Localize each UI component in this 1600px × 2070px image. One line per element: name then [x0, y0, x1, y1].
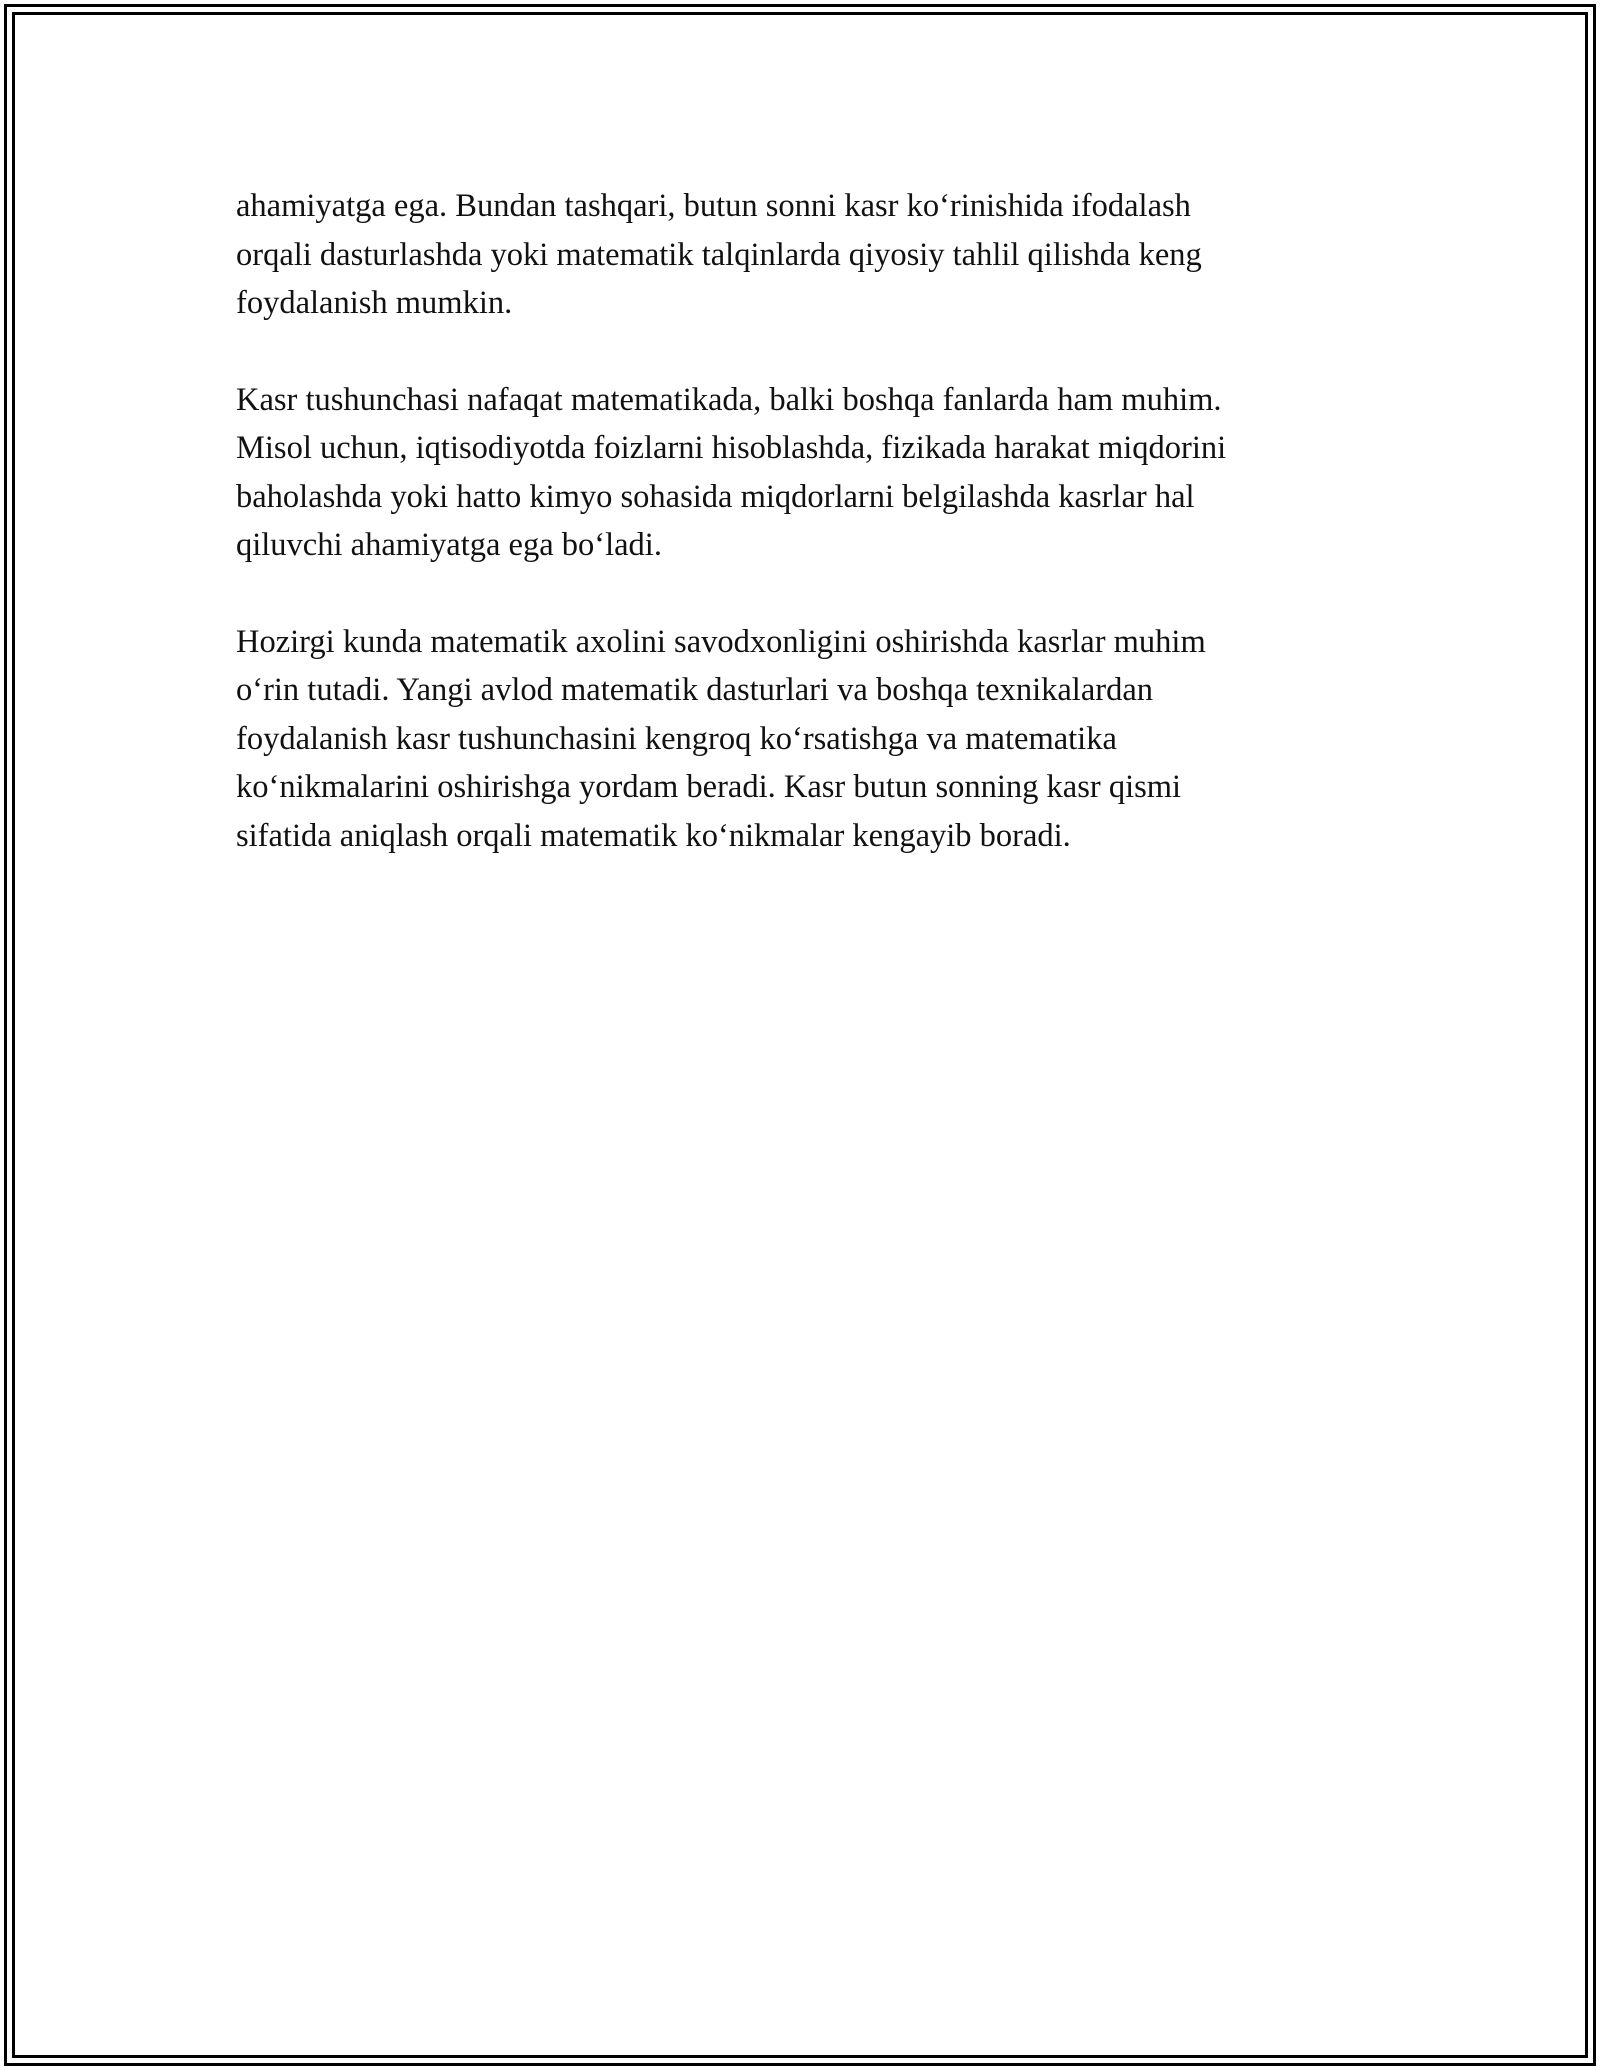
paragraph-line: koʻnikmalarini oshirishga yordam beradi. Kasr butun sonning kasr qismi [236, 769, 1182, 805]
paragraph-line: orqali dasturlashda yoki matematik talqinlarda qiyosiy tahlil qilishda keng [236, 236, 1202, 273]
paragraph-line: sifatida aniqlash orqali matematik koʻnikmalar kengayib boradi. [236, 817, 1071, 854]
paragraph-line: Kasr tushunchasi nafaqat matematikada, balki boshqa fanlarda ham muhim. [236, 381, 1222, 418]
paragraph-line: baholashda yoki hatto kimyo sohasida miqdorlarni belgilashda kasrlar hal [236, 478, 1195, 515]
paragraph-line: ahamiyatga ega. Bundan tashqari, butun sonni kasr koʻrinishida ifodalash [236, 188, 1191, 224]
paragraph-2 [236, 376, 1376, 570]
document-body [236, 182, 1376, 908]
paragraph-line: qiluvchi ahamiyatga ega boʻladi. [236, 527, 662, 563]
paragraph-line: foydalanish kasr tushunchasini kengroq koʻrsatishga va matematika [236, 720, 1117, 757]
paragraph-line: foydalanish mumkin. [236, 285, 513, 321]
paragraph-line: oʻrin tutadi. Yangi avlod matematik dasturlari va boshqa texnikalardan [236, 672, 1153, 708]
paragraph-3 [236, 618, 1376, 861]
paragraph-1 [236, 182, 1376, 328]
paragraph-line: Misol uchun, iqtisodiyotda foizlarni hisoblashda, fizikada harakat miqdorini [236, 430, 1227, 466]
paragraph-line: Hozirgi kunda matematik axolini savodxonligini oshirishda kasrlar muhim [236, 623, 1206, 660]
